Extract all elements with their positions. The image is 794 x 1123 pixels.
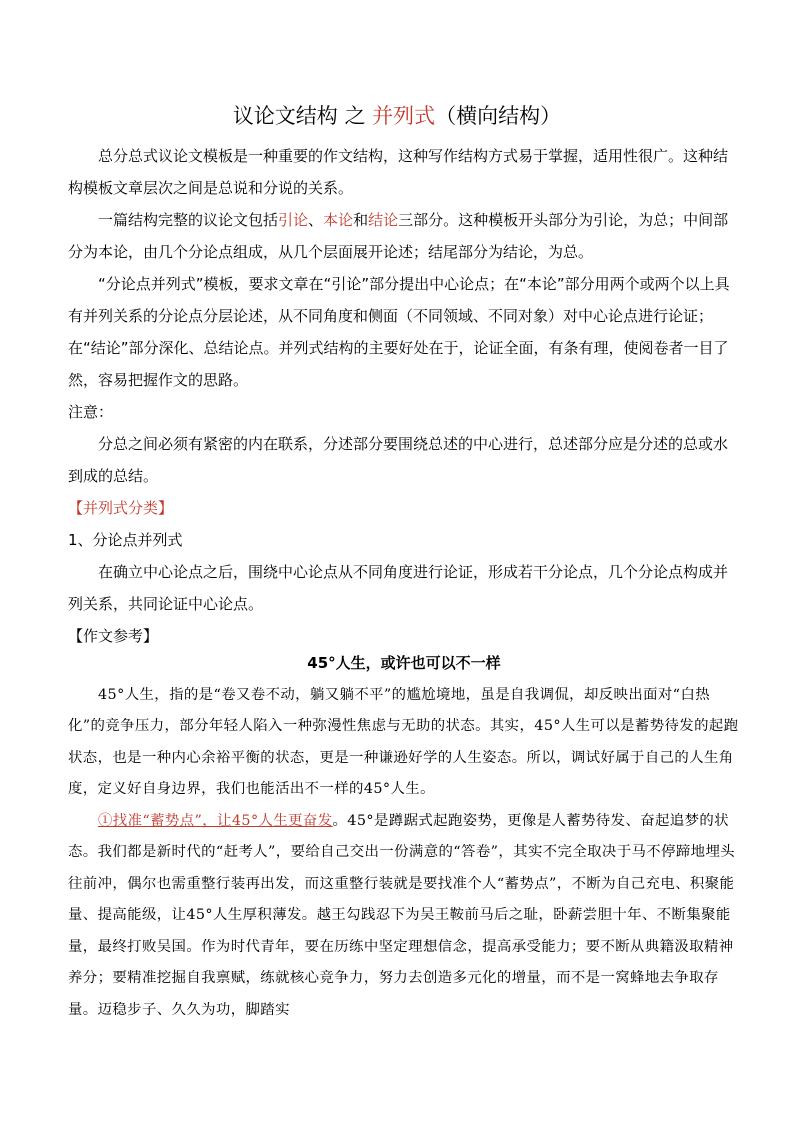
essay-paragraph-2-body: 。45°是蹲踞式起跑姿势，更像是人蓄势待发、奋起追梦的状态。我们都是新时代的“赶考人”，要给自己交出一份满意的“答卷”，其实不完全取决于马不停蹄地埋头往前冲，偶尔也需重整行装再出发，而这重整行装就是要找准个人“蓄势点”，不断为自己充电、积聚能量、提高能级，让45°人生厚积薄发。越王勾践忍下为吴王鞍前马后之耻，卧薪尝胆十年、不断集聚能量，最终打败吴国。作为时代青年，要在历练中坚定理想信念，提高承受能力；要不断从典籍汲取精神养分；要精准挖掘自我禀赋，练就核心竞争力，努力去创造多元化的增量，而不是一窝蜂地去争取存量。迈稳步子、久久为功，脚踏实 [68,812,736,1018]
essay-paragraph-2 [68,806,740,1027]
term-jielun: 结论 [368,211,399,229]
intro-p2-sep: 、 [308,211,324,229]
intro-section [68,140,740,652]
term-benlun: 本论 [323,211,354,229]
intro-p2-text-b: 三部分。这种模板开头部分为引论，为总；中间部分为本论，由几个分论点组成，从几个层面展开论述；结尾部分为结论，为总。 [68,211,729,261]
reference-heading: 【作文参考】 [68,627,159,645]
classify-item-1-desc: 在确立中心论点之后，围绕中心论点从不同角度进行论证，形成若干分论点，几个分论点构成并列关系，共同论证中心论点。 [68,563,729,613]
essay-paragraph-1: 45°人生，指的是“卷又卷不动，躺又躺不平”的尴尬境地，虽是自我调侃，却反映出面对“白热化”的竞争压力，部分年轻人陷入一种弥漫性焦虑与无助的状态。其实，45°人生可以是蓄势待发的起跑状态，也是一种内心余裕平衡的状态，更是一种谦逊好学的人生姿态。所以，调试好属于自己的人生角度，定义好自身边界，我们也能活出不一样的45°人生。 [68,686,739,797]
term-yinlun: 引论 [278,211,309,229]
essay-title: 45°人生，或许也可以不一样 [307,654,501,672]
intro-paragraph-2 [68,204,740,268]
classify-heading: 【并列式分类】 [68,499,174,517]
subpoint-1: ①找准“蓄势点”，让45°人生更奋发 [98,812,333,829]
page-title [0,100,794,132]
note-label: 注意： [68,403,114,421]
intro-p2-text-a: 一篇结构完整的议论文包括 [98,211,279,229]
title-main: 议论文结构 之 [232,104,373,128]
intro-p2-and: 和 [353,211,369,229]
note-paragraph: 分总之间必须有紧密的内在联系，分述部分要围绕总述的中心进行，总述部分应是分述的总或水到成的总结。 [68,435,729,485]
title-tail: （横向结构） [435,104,562,128]
title-highlight: 并列式 [372,104,436,128]
classify-item-1: 1、分论点并列式 [68,531,183,549]
essay-section [68,648,740,1026]
intro-paragraph-1: 总分总式议论文模板是一种重要的作文结构，这种写作结构方式易于掌握，适用性很广。这种结构模板文章层次之间是总说和分说的关系。 [68,147,729,197]
intro-paragraph-3: “分论点并列式”模板，要求文章在“引论”部分提出中心论点；在“本论”部分用两个或两个以上具有并列关系的分论点分层论述，从不同角度和侧面（不同领域、不同对象）对中心论点进行论证；在“结论”部分深化、总结论点。并列式结构的主要好处在于，论证全面，有条有理，使阅卷者一目了然，容易把握作文的思路。 [68,275,730,389]
